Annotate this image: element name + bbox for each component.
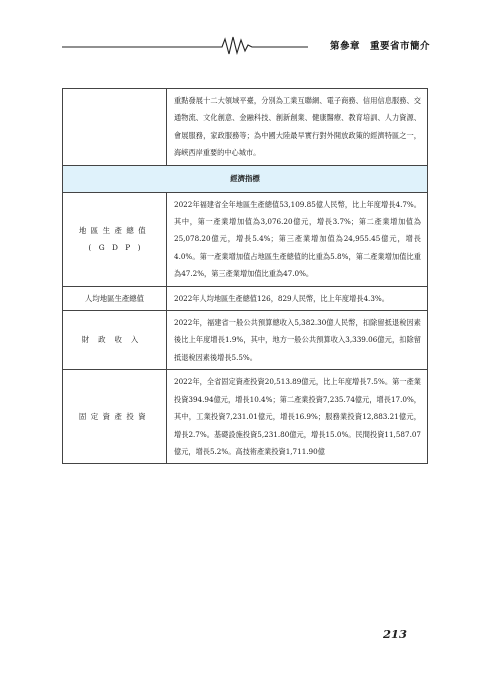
page-number: 213	[383, 627, 408, 641]
intro-row	[63, 89, 428, 166]
row-label-revenue: 財政收入	[63, 311, 167, 370]
table-row-per-capita	[63, 286, 428, 310]
table-row-revenue	[63, 311, 428, 370]
table-row-investment	[63, 370, 428, 464]
intro-text: 重點發展十二大領域平臺，分別為工業互聯網、電子商務、信用信息服務、交通物流、文化創意、金融科技、創新創業、健康醫療、教育培訓、人力資源、會展服務，家政服務等；為中國大陸最早實行對外開放政策的經濟特區之一，海峽西岸重要的中心城市。	[167, 89, 428, 166]
row-text-investment: 2022年，全省固定資產投資20,513.89億元，比上年度增長7.5%。第一產業投資394.94億元，增長10.4%；第二產業投資7,235.74億元，增長17.0%，其中，工業投資7,231.01億元，增長16.9%；服務業投資12,883.21億元，增長2.7%。基礎設施投資5,231.80億元，增長15.0%。民間投資11,587.07億元，增長5.2%。高技術產業投資1,711.90億	[167, 370, 428, 464]
row-label-gdp-line1: 地區生產總值	[78, 225, 151, 235]
row-text-gdp: 2022年福建省全年地區生產總值53,109.85億人民幣，比上年度增長4.7%。其中，第一產業增加值為3,076.20億元，增長3.7%；第二產業增加值為25,078.20億元，增長5.4%；第三產業增加值為24,955.45億元，增長4.0%。第一產業增加值占地區生產總值的比重為5.8%，第二產業增加值比重為47.2%，第三產業增加值比重為47.0%。	[167, 192, 428, 286]
row-label-per-capita: 人均地區生產總值	[63, 286, 167, 310]
row-label-investment: 固定資產投資	[63, 370, 167, 464]
row-text-per-capita: 2022年人均地區生產總值126，829人民幣，比上年度增長4.3%。	[167, 286, 428, 310]
section-row	[63, 165, 428, 192]
page-header	[62, 34, 430, 56]
row-text-revenue: 2022年，福建省一般公共預算總收入5,382.30億人民幣，扣除留抵退稅因素後比上年度增長1.9%，其中，地方一般公共預算收入3,339.06億元，扣除留抵退稅因素後增長5.5%。	[167, 311, 428, 370]
section-heading: 經濟指標	[63, 165, 428, 192]
row-label-gdp	[63, 192, 167, 286]
chapter-title: 第參章 重要省市簡介	[329, 41, 430, 52]
row-label-gdp-line2: ( G D P )	[88, 243, 141, 253]
province-info-table	[62, 88, 428, 464]
empty-label-cell	[63, 89, 167, 166]
table-row-gdp	[63, 192, 428, 286]
